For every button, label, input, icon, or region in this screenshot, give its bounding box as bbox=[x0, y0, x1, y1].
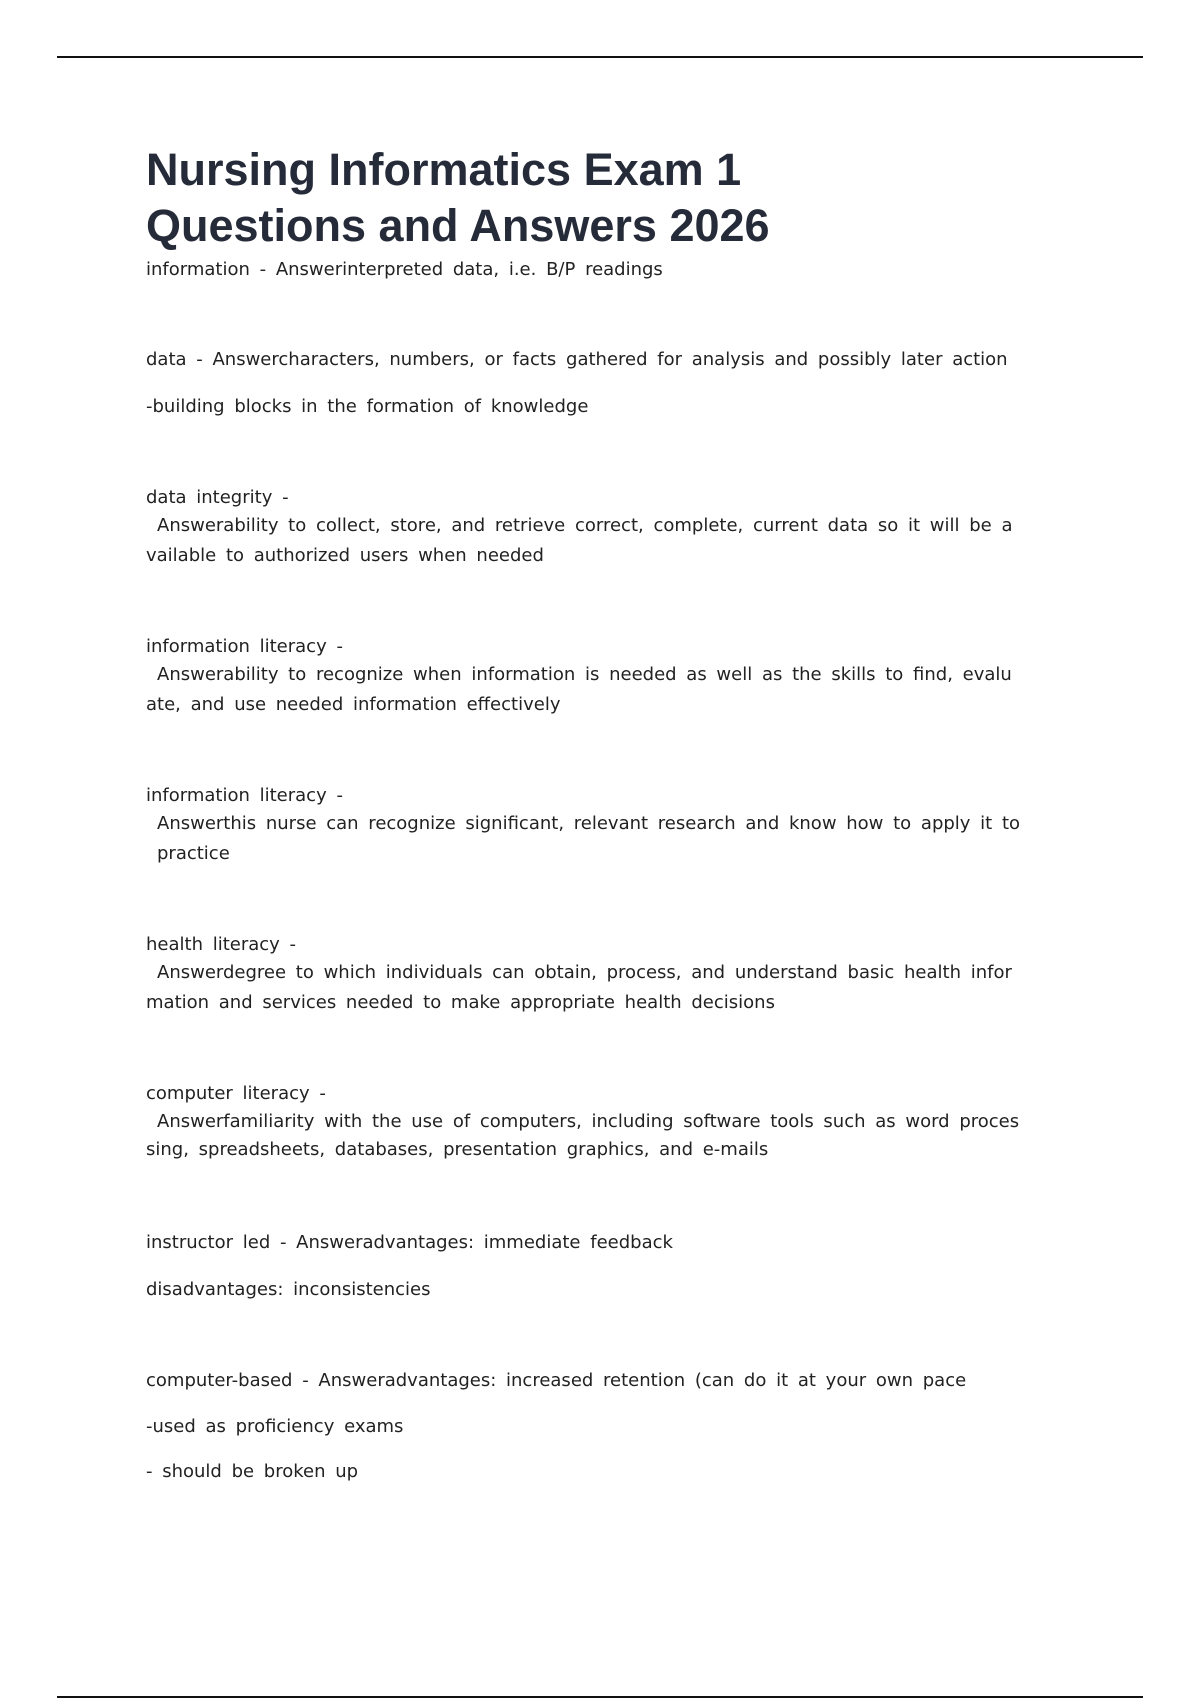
qa-line: vailable to authorized users when needed bbox=[146, 545, 544, 566]
qa-line: information - Answerinterpreted data, i.e. B/P readings bbox=[146, 259, 663, 280]
qa-line: - should be broken up bbox=[146, 1461, 359, 1482]
title-line-1: Nursing Informatics Exam 1 bbox=[146, 144, 742, 195]
qa-line: disadvantages: inconsistencies bbox=[146, 1279, 431, 1300]
qa-line: practice bbox=[157, 843, 230, 864]
qa-line: data integrity - bbox=[146, 487, 289, 508]
qa-line: instructor led - Answeradvantages: immediate feedback bbox=[146, 1232, 673, 1253]
top-rule bbox=[57, 56, 1143, 58]
qa-line: Answerthis nurse can recognize significant, relevant research and know how to apply it to bbox=[157, 813, 1021, 834]
bottom-rule bbox=[57, 1696, 1143, 1698]
qa-line: ate, and use needed information effectively bbox=[146, 694, 561, 715]
qa-line: sing, spreadsheets, databases, presentation graphics, and e-mails bbox=[146, 1139, 769, 1160]
qa-line: -used as proficiency exams bbox=[146, 1416, 404, 1437]
qa-line: mation and services needed to make appropriate health decisions bbox=[146, 992, 775, 1013]
qa-line: Answerability to collect, store, and retrieve correct, complete, current data so it will be a bbox=[157, 515, 1013, 536]
qa-line: Answerdegree to which individuals can obtain, process, and understand basic health infor bbox=[157, 962, 1012, 983]
qa-line: data - Answercharacters, numbers, or facts gathered for analysis and possibly later action bbox=[146, 349, 1008, 370]
title-line-2: Questions and Answers 2026 bbox=[146, 200, 770, 251]
qa-line: Answerfamiliarity with the use of computers, including software tools such as word proces bbox=[157, 1111, 1020, 1132]
qa-line: computer literacy - bbox=[146, 1083, 326, 1104]
qa-line: information literacy - bbox=[146, 785, 343, 806]
document-title bbox=[146, 142, 770, 254]
qa-line: computer-based - Answeradvantages: increased retention (can do it at your own pace bbox=[146, 1370, 967, 1391]
qa-line: health literacy - bbox=[146, 934, 297, 955]
qa-line: information literacy - bbox=[146, 636, 343, 657]
qa-line: -building blocks in the formation of knowledge bbox=[146, 396, 589, 417]
qa-line: Answerability to recognize when information is needed as well as the skills to find, evalu bbox=[157, 664, 1012, 685]
